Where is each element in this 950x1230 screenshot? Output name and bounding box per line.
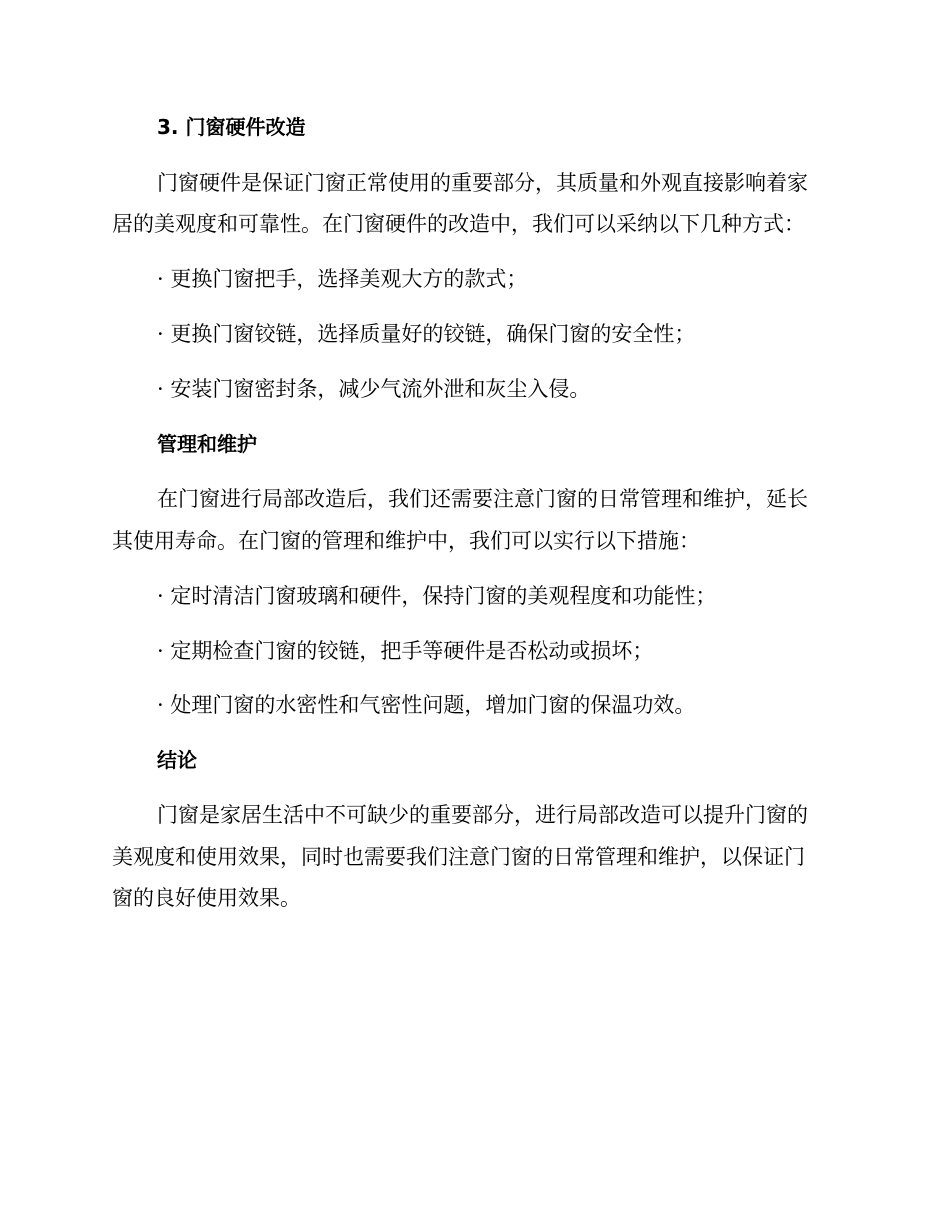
bullet-item: · 处理门窗的水密性和气密性问题，增加门窗的保温功效。 [157,693,696,717]
bullet-item: · 更换门窗把手，选择美观大方的款式； [157,267,528,291]
section-heading-maintenance: 管理和维护 [157,432,257,456]
paragraph-line: 其使用寿命。在门窗的管理和维护中，我们可以实行以下措施： [112,529,700,553]
paragraph-line: 门窗硬件是保证门窗正常使用的重要部分，其质量和外观直接影响着家 [157,171,808,195]
section-heading-hardware: 3. 门窗硬件改造 [157,115,306,139]
paragraph-line: 美观度和使用效果，同时也需要我们注意门窗的日常管理和维护，以保证门 [112,845,805,869]
bullet-item: · 定时清洁门窗玻璃和硬件，保持门窗的美观程度和功能性； [157,584,717,608]
paragraph-line: 门窗是家居生活中不可缺少的重要部分，进行局部改造可以提升门窗的 [157,803,808,827]
section-heading-conclusion: 结论 [157,748,197,772]
paragraph-line: 在门窗进行局部改造后，我们还需要注意门窗的日常管理和维护，延长 [157,487,808,511]
bullet-item: · 定期检查门窗的铰链，把手等硬件是否松动或损坏； [157,639,654,663]
bullet-item: · 更换门窗铰链，选择质量好的铰链，确保门窗的安全性； [157,322,696,346]
bullet-item: · 安装门窗密封条，减少气流外泄和灰尘入侵。 [157,377,591,401]
paragraph-line: 窗的良好使用效果。 [112,886,301,910]
paragraph-line: 居的美观度和可靠性。在门窗硬件的改造中，我们可以采纳以下几种方式： [112,212,805,236]
